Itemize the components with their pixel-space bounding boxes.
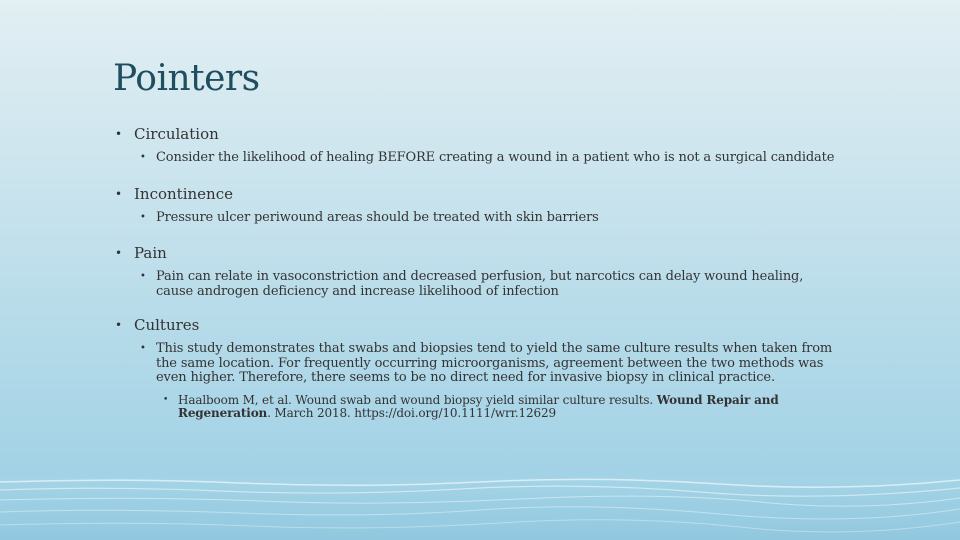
bullet-point-circulation: • Consider the likelihood of healing BEFORE creating a wound in a patient who is not a surgical candidate xyxy=(113,151,853,166)
bullet-point-incontinence: • Pressure ulcer periwound areas should be treated with skin barriers xyxy=(113,211,853,226)
bullet-point-pain: • Pain can relate in vasoconstriction and decreased perfusion, but narcotics can delay wound healing, cause androgen deficiency and increase likelihood of infection xyxy=(113,270,826,299)
bullet-heading-pain: • Pain xyxy=(113,244,853,263)
slide-title: Pointers xyxy=(113,58,260,99)
citation-authors-title: Haalboom M, et al. Wound swab and wound biopsy yield similar culture results. xyxy=(178,392,654,407)
citation-journal: Wound Repair and Regeneration xyxy=(178,392,779,420)
bullet-heading-incontinence: • Incontinence xyxy=(113,185,853,204)
bullet-heading-circulation: • Circulation xyxy=(113,125,853,144)
citation xyxy=(113,394,818,421)
bullet-point-cultures: • This study demonstrates that swabs and biopsies tend to yield the same culture results when taken from the same location. For frequently occurring microorganisms, agreement between the two methods was even higher. Therefore, there seems to be no direct need for invasive biopsy in clinical practice. xyxy=(113,342,856,386)
bullet-list xyxy=(113,125,853,421)
citation-details: . March 2018. https://doi.org/10.1111/wrr.12629 xyxy=(267,406,556,420)
bullet-heading-cultures: • Cultures xyxy=(113,316,853,335)
